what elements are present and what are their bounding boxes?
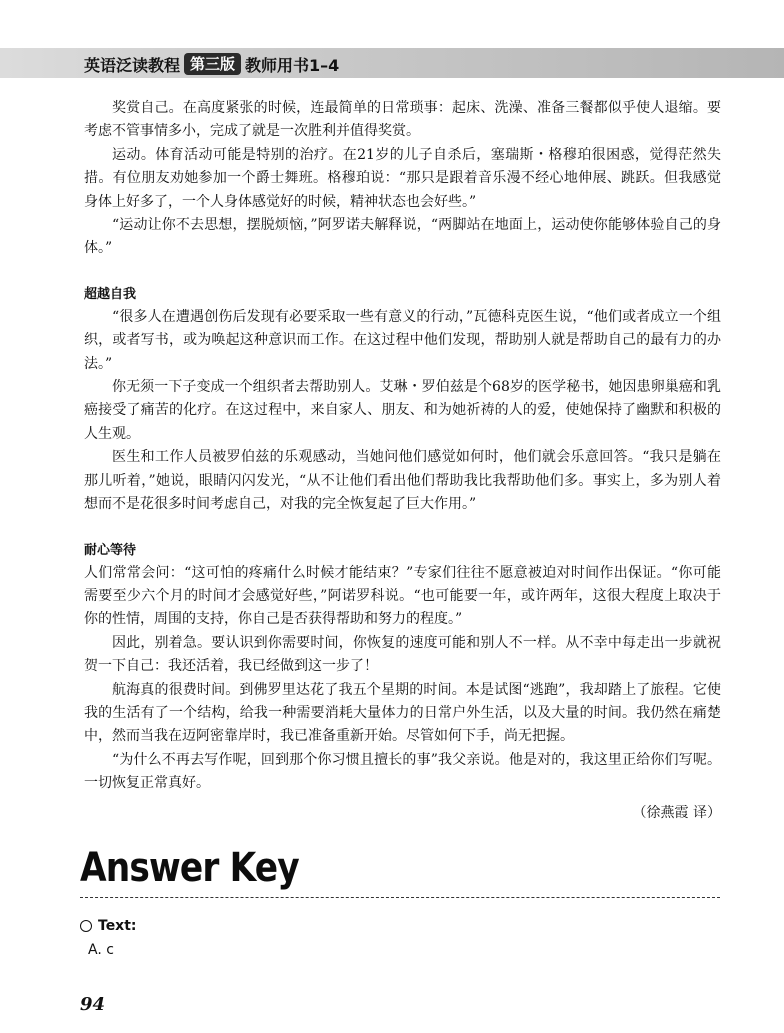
paragraph: 航海真的很费时间。到佛罗里达花了我五个星期的时间。本是试图“逃跑”，我却踏上了旅程。它使我的生活有了一个结构，给我一种需要消耗大量体力的日常户外生活，以及大量的时间。我仍然在痛楚中，然而当我在迈阿密靠岸时，我已准备重新开始。尽管如何下手，尚无把握。 [84, 681, 721, 745]
section-heading: 超越自我 [84, 286, 137, 302]
header-title-suffix: 教师用书1–4 [245, 55, 340, 75]
section-heading: 耐心等待 [84, 542, 137, 558]
paragraph: 运动。体育活动可能是特别的治疗。在21岁的儿子自杀后，塞瑞斯・格穆珀很困惑，觉得茫然失措。有位朋友劝她参加一个爵士舞班。格穆珀说：“那只是跟着音乐漫不经心地伸展、跳跃。但我感觉身体上好多了，一个人身体感觉好的时候，精神状态也会好些。” [84, 146, 721, 210]
running-header [84, 52, 339, 76]
paragraph: “运动让你不去思想，摆脱烦恼，”阿罗诺夫解释说，“两脚站在地面上，运动使你能够体验自己的身体。” [84, 217, 721, 257]
circle-bullet-icon [80, 920, 92, 932]
paragraph: 因此，别着急。要认识到你需要时间，你恢复的速度可能和别人不一样。从不幸中每走出一步就祝贺一下自己：我还活着，我已经做到这一步了！ [84, 634, 721, 675]
text-label: Text: [98, 918, 137, 934]
answer-item: A. c [88, 942, 114, 958]
dashed-divider [80, 897, 720, 898]
paragraph: “为什么不再去写作呢，回到那个你习惯且擅长的事”我父亲说。他是对的，我这里正给你们写呢。一切恢复正常真好。 [84, 751, 721, 792]
article-body [84, 97, 721, 825]
paragraph: “很多人在遭遇创伤后发现有必要采取一些有意义的行动，”瓦德科克医生说，“他们或者成立一个组织，或者写书，或为唤起这种意识而工作。在这过程中他们发现，帮助别人就是帮助自己的最有力的办法。” [84, 308, 721, 372]
edition-badge: 第三版 [184, 53, 241, 75]
header-title-prefix: 英语泛读教程 [84, 55, 181, 75]
paragraph: 你无须一下子变成一个组织者去帮助别人。艾琳・罗伯兹是个68岁的医学秘书，她因患卵巢癌和乳癌接受了痛苦的化疗。在这过程中，来自家人、朋友、和为她祈祷的人的爱，使她保持了幽默和积极的人生观。 [84, 379, 721, 442]
translator-credit: （徐燕霞 译） [632, 804, 721, 821]
paragraph: 奖赏自己。在高度紧张的时候，连最简单的日常琐事：起床、洗澡、准备三餐都似乎使人退缩。要考虑不管事情多小，完成了就是一次胜利并值得奖赏。 [84, 100, 721, 140]
paragraph: 人们常常会问：“这可怕的疼痛什么时候才能结束？”专家们往往不愿意被迫对时间作出保证。“你可能需要至少六个月的时间才会感觉好些，”阿诺罗科说。“也可能要一年，或许两年，这很大程度上取决于你的性情，周围的支持，你自己是否获得帮助和努力的程度。” [84, 564, 721, 628]
answer-key-title: Answer Key [80, 845, 299, 891]
page-number: 94 [80, 994, 106, 1015]
paragraph: 医生和工作人员被罗伯兹的乐观感动，当她问他们感觉如何时，他们就会乐意回答。“我只是躺在那儿听着，”她说，眼睛闪闪发光，“从不让他们看出他们帮助我比我帮助他们多。事实上，多为别人着想而不是花很多时间考虑自己，对我的完全恢复起了巨大作用。” [84, 449, 721, 513]
text-section-label [80, 918, 137, 934]
